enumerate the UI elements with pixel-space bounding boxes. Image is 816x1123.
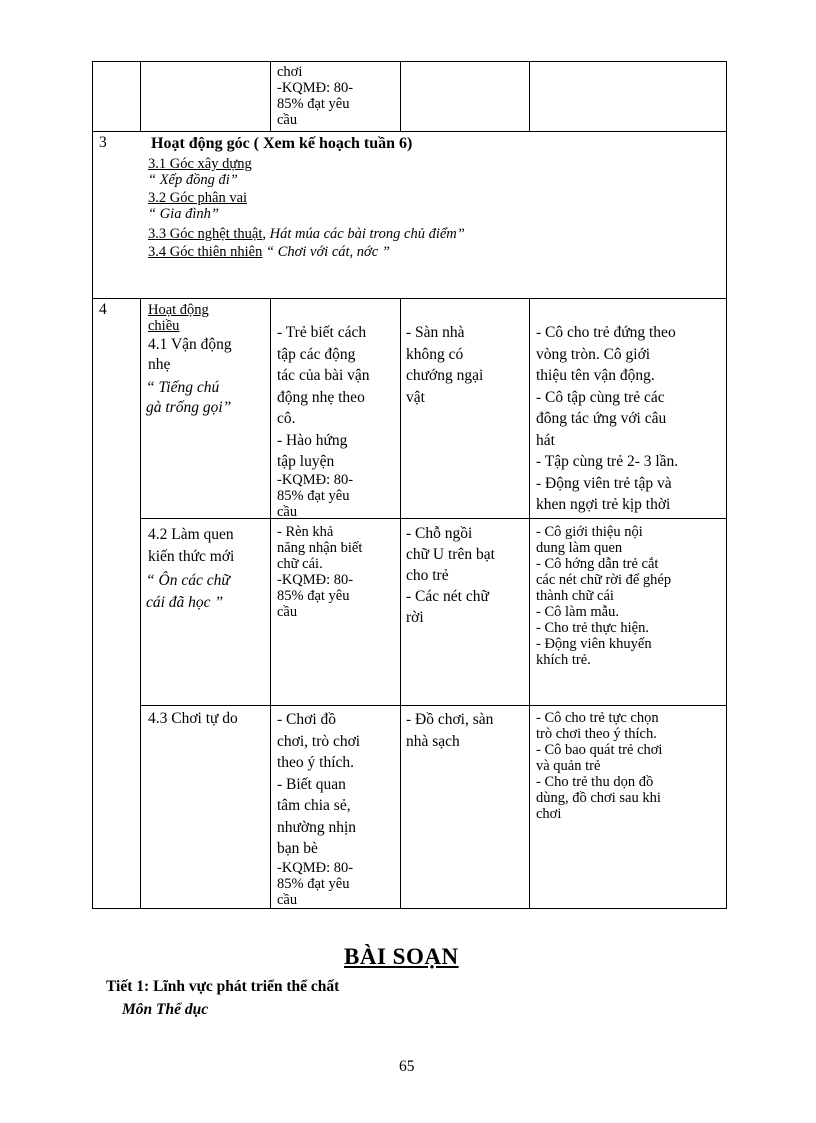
text-line: các nét chữ rời để ghép: [536, 572, 672, 588]
text-line: - Trẻ biết cách: [277, 324, 367, 341]
sub2-title: [146, 570, 230, 614]
sub2-name: [148, 524, 234, 568]
table-line: [726, 61, 727, 909]
table-line: [140, 705, 727, 706]
text-line: chơi: [277, 64, 303, 80]
corner-role: 3.2 Góc phân vai: [148, 190, 248, 206]
text-line: - Cô làm mẫu.: [536, 604, 619, 620]
text-line: cô.: [277, 410, 296, 427]
text-line: - Rèn khả: [277, 524, 334, 540]
table-line: [92, 131, 727, 132]
corner-build: 3.1 Góc xây dựng: [148, 156, 252, 172]
text-line: vòng tròn. Cô giới: [536, 345, 651, 363]
text-line: dùng, đồ chơi sau khi: [536, 790, 661, 806]
text-line: cầu: [277, 604, 298, 620]
sub2-prep: [406, 523, 495, 628]
text-line: “ Tiếng chú: [146, 379, 220, 396]
text-line: - Động viên khuyến: [536, 636, 652, 652]
text-line: rời: [406, 609, 424, 626]
text-line: - Tập cùng trẻ 2- 3 lần.: [536, 453, 679, 470]
text-line: -KQMĐ: 80-: [277, 572, 354, 588]
text-line: - Động viên trẻ tập và: [536, 474, 672, 492]
text-line: đông tác ứng với câu: [536, 410, 667, 427]
sub2-activities: [536, 524, 671, 668]
text-line: khích trẻ.: [536, 652, 591, 668]
text-line: trò chơi theo ý thích.: [536, 726, 657, 742]
text-line: - Cho trẻ thực hiện.: [536, 620, 649, 636]
sub1-prep: [406, 322, 483, 408]
text-line: cái đã học ”: [146, 594, 224, 611]
text-line: tâm chia sẻ,: [277, 797, 351, 814]
text-line: - Cô cho trẻ đứng theo: [536, 324, 676, 341]
text-line: động nhẹ theo: [277, 388, 365, 406]
top-row-goal-cell: [277, 64, 353, 128]
text-line: 85% đạt yêu: [277, 488, 350, 504]
text-line: -KQMĐ: 80-: [277, 472, 354, 488]
sub3-goals: [277, 709, 360, 860]
text-line: - Cô cho trẻ tực chọn: [536, 710, 659, 726]
text-line: chơi: [536, 806, 562, 822]
text-line: chữ U trên bạt: [406, 546, 495, 563]
row3-heading: Hoạt động góc ( Xem kế hoạch tuần 6): [151, 135, 413, 152]
text-line: bạn bè: [277, 840, 318, 857]
table-line: [92, 61, 727, 62]
text-line: 85% đạt yêu: [277, 96, 350, 112]
text-line: - Các nét chữ: [406, 588, 489, 605]
sub3-kqmd: [277, 860, 353, 908]
sub1-name: [148, 335, 232, 375]
corner-build-detail: “ Xếp đồng đi”: [148, 172, 238, 188]
text-line: -KQMĐ: 80-: [277, 860, 354, 876]
table-line: [140, 518, 727, 519]
text-line: chiều: [148, 318, 180, 334]
sub3-activities: [536, 710, 662, 822]
text-line: - Cô giới thiệu nội: [536, 524, 643, 540]
sub2-goals: [277, 524, 362, 620]
table-line: [92, 61, 93, 909]
text-line: hát: [536, 431, 555, 449]
text-line: dung làm quen: [536, 540, 623, 556]
sub1-goals: [277, 322, 370, 473]
table-line: [92, 298, 727, 299]
text-line: Hoạt động: [148, 302, 209, 318]
text-line: cầu: [277, 892, 298, 908]
table-line: [400, 61, 401, 132]
sub3-name: [148, 709, 238, 729]
sub1-title: [146, 378, 231, 418]
text-line: nhường nhịn: [277, 818, 357, 836]
text-line: cho trẻ: [406, 567, 449, 584]
text-line: theo ý thích.: [277, 754, 355, 771]
text-line: cầu: [277, 112, 298, 128]
text-line: nhà sạch: [406, 733, 460, 750]
text-line: chướng ngại: [406, 367, 484, 384]
text-line: nhẹ: [148, 356, 171, 373]
text-line: kiến thức mới: [148, 548, 235, 565]
text-line: khen ngợi trẻ kịp thời: [536, 496, 671, 513]
text-line: - Cô bao quát trẻ chơi: [536, 742, 663, 758]
text-line: - Hào hứng: [277, 431, 348, 449]
text-line: - Cho trẻ thu dọn đồ: [536, 774, 654, 790]
row-number-4: 4: [99, 301, 107, 318]
text-line: - Chơi đồ: [277, 711, 337, 728]
subject-heading: Môn Thể dục: [122, 1001, 209, 1018]
text-line: chơi, trò chơi: [277, 732, 361, 750]
text-line: tập luyện: [277, 453, 335, 470]
sub3-prep: [406, 709, 493, 753]
text-line: và quản trẻ: [536, 758, 601, 774]
text-line: thiệu tên vận động.: [536, 367, 655, 384]
text-line: gà trống gọi”: [146, 399, 232, 416]
text-line: vật: [406, 388, 425, 406]
lesson-heading: Tiết 1: Lĩnh vực phát triển thể chất: [106, 978, 340, 995]
text-line: chữ cái.: [277, 556, 323, 572]
text-line: -KQMĐ: 80-: [277, 80, 354, 96]
text-line: không có: [406, 345, 464, 363]
corner-role-detail: “ Gia đình”: [148, 206, 219, 222]
table-line: [92, 908, 727, 909]
sub1-activities: [536, 322, 678, 516]
table-line: [529, 298, 530, 909]
text-line: “ Ôn các chữ: [146, 572, 230, 589]
text-line: - Cô tập cùng trẻ các: [536, 388, 665, 406]
text-line: tác của bài vận: [277, 367, 370, 384]
corner-art: 3.3 Góc nghệt thuật, Hát múa các bài trong chủ điểm”: [148, 226, 465, 242]
row-number-3: 3: [99, 134, 107, 151]
table-line: [140, 61, 141, 132]
text-line: - Sàn nhà: [406, 324, 465, 341]
text-line: cầu: [277, 504, 298, 520]
text-line: tập các động: [277, 345, 356, 363]
table-line: [140, 298, 141, 909]
page-number: 65: [399, 1058, 415, 1075]
table-line: [270, 61, 271, 132]
text-line: 4.3 Chơi tự do: [148, 710, 238, 727]
text-line: - Cô hớng dẫn trẻ cắt: [536, 556, 659, 572]
sub1-kqmd: [277, 472, 353, 520]
text-line: 85% đạt yêu: [277, 588, 350, 604]
section-title: BÀI SOẠN: [344, 944, 459, 969]
text-line: - Biết quan: [277, 775, 346, 793]
table-line: [529, 61, 530, 132]
text-line: 4.2 Làm quen: [148, 526, 234, 543]
table-line: [400, 298, 401, 909]
text-line: thành chữ cái: [536, 588, 614, 604]
text-line: - Chỗ ngồi: [406, 525, 473, 542]
corner-nature: 3.4 Góc thiên nhiên “ Chơi với cát, nớc ”: [148, 244, 390, 260]
text-line: - Đồ chơi, sàn: [406, 711, 494, 728]
table-line: [270, 298, 271, 909]
row4-heading: [148, 302, 209, 334]
text-line: 4.1 Vận động: [148, 336, 232, 353]
text-line: năng nhận biết: [277, 540, 363, 556]
text-line: 85% đạt yêu: [277, 876, 350, 892]
